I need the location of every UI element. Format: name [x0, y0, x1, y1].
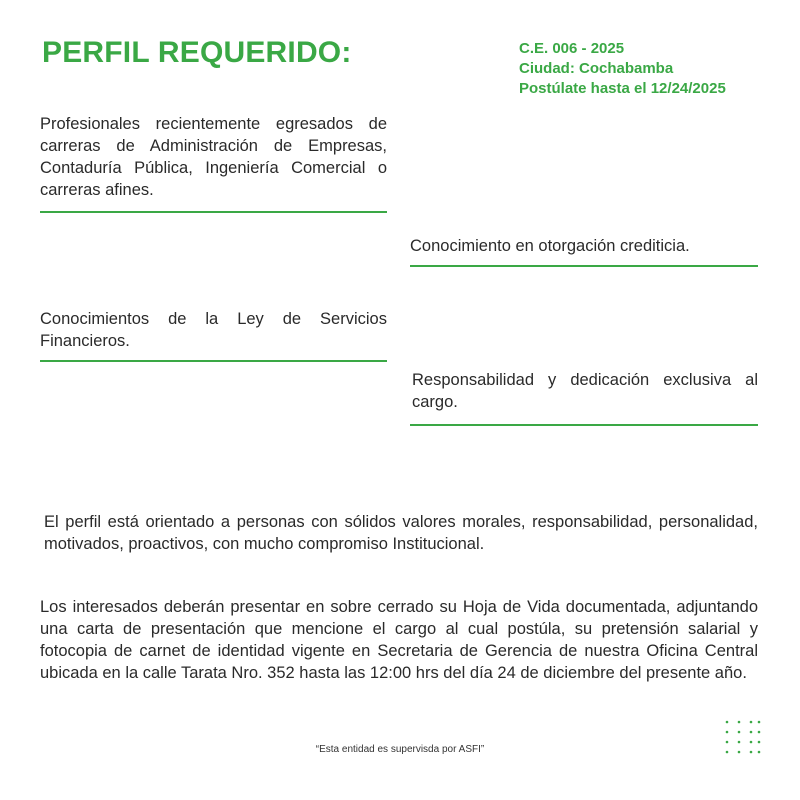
job-deadline: Postúlate hasta el 12/24/2025	[519, 80, 726, 97]
requirement-item	[40, 308, 387, 352]
requirement-item	[410, 235, 758, 257]
profile-paragraph: El perfil está orientado a personas con sólidos valores morales, responsabilidad, personalidad, motivados, proactivos, con mucho compromiso Institucional.	[44, 513, 758, 553]
requirement-text: Conocimientos de la Ley de Servicios Financieros.	[40, 310, 387, 350]
requirement-divider	[410, 265, 758, 267]
job-city: Ciudad: Cochabamba	[519, 60, 674, 77]
job-code: C.E. 006 - 2025	[519, 40, 625, 57]
requirement-divider	[40, 211, 387, 213]
requirement-text: Responsabilidad y dedicación exclusiva al cargo.	[412, 371, 758, 411]
requirement-divider	[40, 360, 387, 362]
job-meta	[519, 39, 789, 99]
page-title: PERFIL REQUERIDO:	[42, 36, 352, 69]
requirement-divider	[410, 424, 758, 426]
instructions-paragraph: Los interesados deberán presentar en sobre cerrado su Hoja de Vida documentada, adjuntando una carta de presentación que mencione el cargo al cual postúla, su pretensión salarial y fotocopia de carnet de identidad vigente en Secretaria de Gerencia de nuestra Oficina Central ubicada en la calle Tarata Nro. 352 hasta las 12:00 hrs del día 24 de diciembre del presente año.	[40, 598, 758, 682]
requirement-item	[412, 369, 758, 413]
supervision-footer: “Esta entidad es supervisda por ASFI”	[315, 744, 485, 755]
requirement-item	[40, 113, 387, 201]
requirement-text: Conocimiento en otorgación crediticia.	[410, 237, 690, 255]
requirement-text: Profesionales recientemente egresados de carreras de Administración de Empresas, Contaduría Pública, Ingeniería Comercial o carreras afines.	[40, 115, 387, 199]
